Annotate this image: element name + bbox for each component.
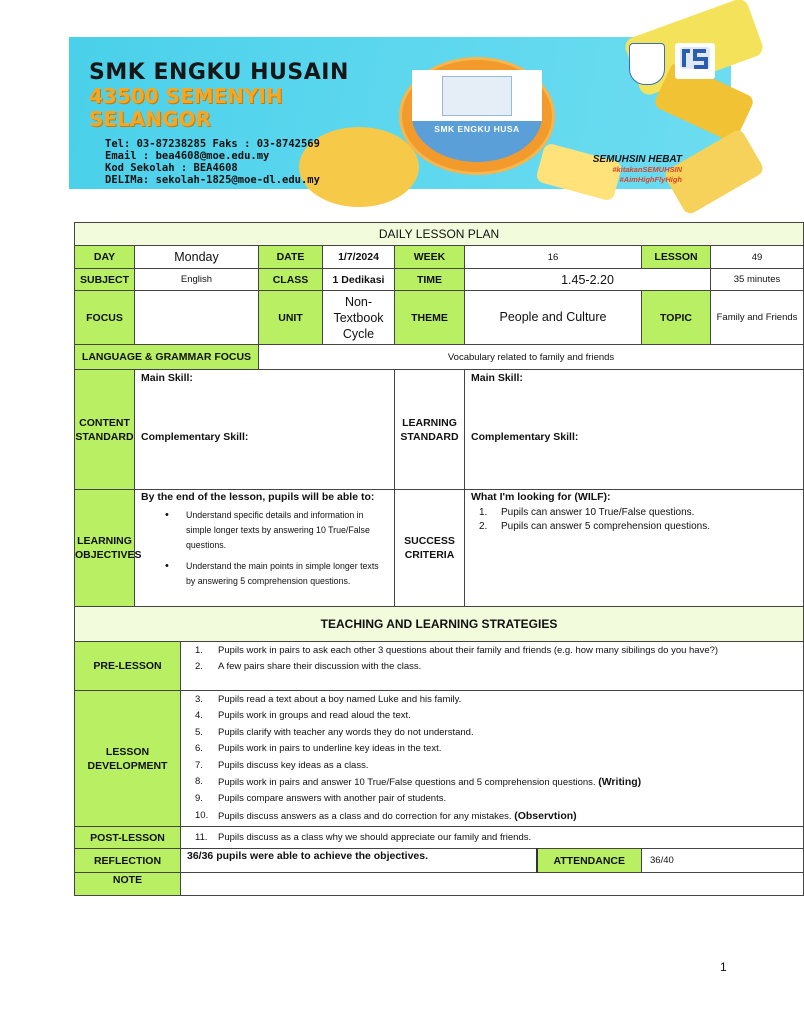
school-motto [552, 155, 682, 185]
reflection-value: 36/36 pupils were able to achieve the objectives. [181, 849, 537, 873]
language-grammar-focus-label: LANGUAGE & GRAMMAR FOCUS [75, 345, 259, 370]
contact-email: Email : bea4608@moe.edu.my [105, 150, 270, 162]
content-standard-cell [135, 370, 395, 490]
learning-complementary-skill-label: Complementary Skill: [471, 431, 579, 443]
week-label: WEEK [395, 246, 465, 269]
learning-objectives-label: LEARNING OBJECTIVES [75, 490, 135, 607]
subject-label: SUBJECT [75, 269, 135, 291]
emblem-photo [412, 70, 542, 162]
page-number: 1 [720, 960, 727, 974]
list-item: 6. Pupils work in pairs to underline key ideas in the text. [195, 743, 442, 755]
learning-standard-cell [465, 370, 804, 490]
class-value: 1 Dedikasi [323, 269, 395, 291]
school-emblem [399, 57, 555, 175]
daily-lesson-plan-table [74, 222, 804, 896]
time-label: TIME [395, 269, 465, 291]
list-item: 2. A few pairs share their discussion with the class. [195, 661, 422, 673]
skill-tag: (Writing) [598, 776, 642, 789]
lesson-development-label: LESSON DEVELOPMENT [75, 691, 181, 827]
school-contact [105, 138, 320, 186]
emblem-label: SMK ENGKU HUSA [434, 124, 520, 134]
school-name: SMK ENGKU HUSAIN [89, 60, 349, 85]
lesson-development-cell [181, 691, 804, 827]
list-item: 3. Pupils read a text about a boy named Luke and his family. [195, 694, 462, 705]
motto-hashtag-1: #kitakanSEMUHSIN [612, 165, 682, 174]
attendance-label: ATTENDANCE [537, 849, 642, 873]
attendance-value: 36/40 [642, 849, 804, 873]
list-item: 1. Pupils can answer 10 True/False questions. [479, 507, 695, 518]
success-criteria-cell [465, 490, 804, 607]
lesson-development-steps [181, 691, 803, 826]
language-grammar-focus-value: Vocabulary related to family and friends [259, 345, 804, 370]
content-complementary-skill-label: Complementary Skill: [141, 431, 249, 443]
wilf-list [465, 504, 803, 534]
list-item: 5. Pupils clarify with teacher any words they do not understand. [195, 726, 474, 738]
school-logo [675, 43, 715, 79]
motto-hashtag-2: #AimHighFlyHigh [619, 175, 682, 184]
list-item: 1. Pupils work in pairs to ask each other 3 questions about their family and friends (e.g. how many sibilings do you have?) [195, 645, 719, 656]
list-item: 2. Pupils can answer 5 comprehension questions. [479, 521, 711, 532]
list-item: 11. Pupils discuss as a class why we should appreciate our family and friends. [195, 831, 532, 843]
list-item: 9. Pupils compare answers with another pair of students. [195, 793, 447, 805]
unit-value: Non-Textbook Cycle [323, 291, 395, 345]
post-lesson-cell [181, 827, 804, 849]
wilf-intro: What I'm looking for (WILF): [471, 491, 611, 503]
focus-value [135, 291, 259, 345]
focus-label: FOCUS [75, 291, 135, 345]
objectives-list [135, 504, 394, 589]
learning-objectives-cell [135, 490, 395, 607]
day-value: Monday [135, 246, 259, 269]
emblem-sign-icon [442, 76, 512, 116]
date-value: 1/7/2024 [323, 246, 395, 269]
subject-value: English [135, 269, 259, 291]
lesson-label: LESSON [642, 246, 711, 269]
note-value [181, 873, 804, 896]
week-value: 16 [465, 246, 642, 269]
content-standard-label: CONTENT STANDARD [75, 370, 135, 490]
list-item: • Understand the main points in simple longer texts by answering 5 comprehension questions. [155, 559, 386, 589]
contact-school-code: Kod Sekolah : BEA4608 [105, 162, 238, 174]
list-item: 7. Pupils discuss key ideas as a class. [195, 759, 369, 771]
list-item: 8. Pupils work in pairs and answer 10 True/False questions and 5 comprehension questions. (Writing) [195, 776, 642, 789]
skill-tag: (Observtion) [514, 809, 577, 822]
plan-title: DAILY LESSON PLAN [75, 223, 804, 246]
post-lesson-steps [181, 829, 803, 847]
pre-lesson-steps [181, 642, 803, 677]
list-item: • Understand specific details and information in simple longer texts by answering 10 True/False questions. [155, 508, 386, 553]
list-item: 4. Pupils work in groups and read aloud the text. [195, 710, 411, 722]
theme-value: People and Culture [465, 291, 642, 345]
pre-lesson-label: PRE-LESSON [75, 642, 181, 691]
topic-label: TOPIC [642, 291, 711, 345]
reflection-label: REFLECTION [75, 849, 181, 873]
duration-value: 35 minutes [711, 269, 804, 291]
school-state: SELANGOR [89, 107, 211, 131]
motto-title: SEMUHSIN HEBAT [592, 154, 682, 165]
success-criteria-label: SUCCESS CRITERIA [395, 490, 465, 607]
pre-lesson-cell [181, 642, 804, 691]
lesson-value: 49 [711, 246, 804, 269]
content-main-skill-label: Main Skill: [141, 372, 193, 384]
theme-label: THEME [395, 291, 465, 345]
class-label: CLASS [259, 269, 323, 291]
contact-phone: Tel: 03-87238285 Faks : 03-8742569 [105, 138, 320, 150]
day-label: DAY [75, 246, 135, 269]
note-label: NOTE [75, 873, 181, 896]
contact-delima: DELIMa: sekolah-1825@moe-dl.edu.my [105, 174, 320, 186]
learning-main-skill-label: Main Skill: [471, 372, 523, 384]
learning-standard-label: LEARNING STANDARD [395, 370, 465, 490]
date-label: DATE [259, 246, 323, 269]
time-value: 1.45-2.20 [465, 269, 711, 291]
unit-label: UNIT [259, 291, 323, 345]
topic-value: Family and Friends [711, 291, 804, 345]
state-crest-logo [629, 43, 665, 85]
post-lesson-label: POST-LESSON [75, 827, 181, 849]
strategies-title: TEACHING AND LEARNING STRATEGIES [75, 607, 804, 642]
objectives-intro: By the end of the lesson, pupils will be able to: [141, 491, 375, 503]
school-postcode-town: 43500 SEMENYIH [89, 84, 283, 108]
list-item: 10. Pupils discuss answers as a class and do correction for any mistakes. (Observtion) [195, 809, 577, 822]
school-banner [69, 37, 731, 189]
